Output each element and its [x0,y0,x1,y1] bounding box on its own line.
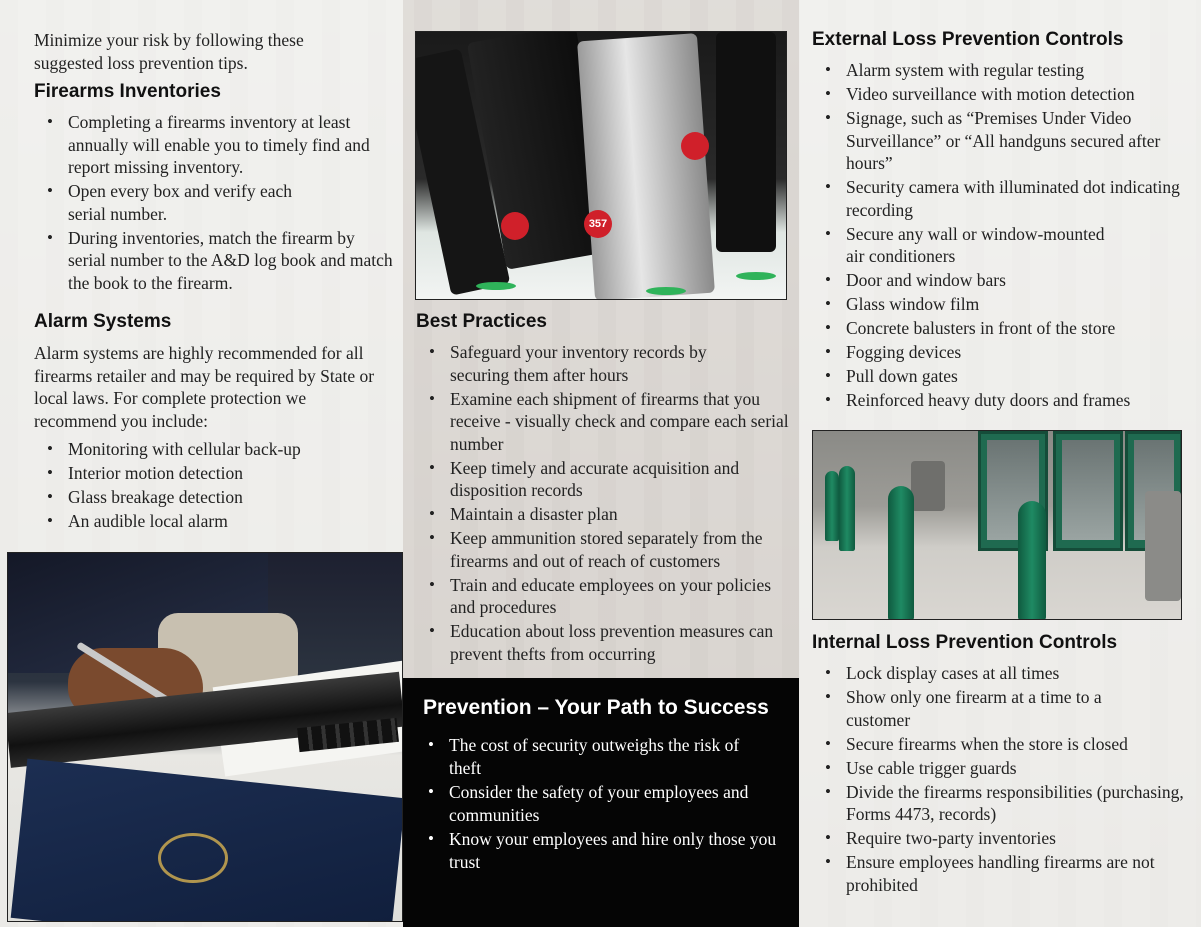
handgun-display-photo [415,31,787,300]
list-item: • Train and educate employees on your policies and procedures [416,574,791,619]
trash-can-shape [1145,491,1181,601]
alarm-systems-body: Alarm systems are highly recommended for all firearms retailer and may be required by State or local laws. For complete protection we recommend you include: [34,343,375,431]
prevention-heading: Prevention – Your Path to Success [423,696,769,719]
external-controls-list [812,59,1187,413]
list-item: • Lock display cases at all times [812,662,1187,685]
intro-text: Minimize your risk by following these suggested loss prevention tips. [34,30,304,73]
list-item: • Use cable trigger guards [812,757,1187,780]
external-controls-heading: External Loss Prevention Controls [812,29,1124,50]
bollard-shape [1018,501,1046,620]
best-practices-list [416,341,791,667]
firearms-inventories-list [34,111,394,296]
internal-controls-list [812,662,1187,898]
rifle-and-logbook-photo [7,552,403,922]
list-item: • Safeguard your inventory records by securing them after hours [416,341,791,386]
firearms-inventories-heading: Firearms Inventories [34,81,221,102]
list-item: • Secure any wall or window-mounted air conditioners [812,223,1187,268]
alarm-systems-list [34,438,394,534]
bollard-shape [839,466,855,551]
list-item: • Ensure employees handling firearms are not prohibited [812,851,1187,896]
list-item: • Maintain a disaster plan [416,503,791,526]
list-item: • Keep timely and accurate acquisition and disposition records [416,457,791,502]
list-item: • Security camera with illuminated dot indicating recording [812,176,1187,221]
list-item: • Glass window film [812,293,1187,316]
silver-pistol-shape [577,33,715,300]
handgun-shape [716,32,776,252]
list-item: • Keep ammunition stored separately from the firearms and out of reach of customers [416,527,791,572]
prevention-box [403,678,799,927]
list-item: • Consider the safety of your employees and communities [415,781,790,826]
list-item: • Monitoring with cellular back-up [34,438,394,461]
bollard-shape [825,471,839,541]
price-tag [501,212,529,240]
list-item: • Education about loss prevention measures can prevent thefts from occurring [416,620,791,665]
list-item: • An audible local alarm [34,510,394,533]
list-item: • Secure firearms when the store is closed [812,733,1187,756]
storefront-bollards-photo [812,430,1182,620]
list-item: • The cost of security outweighs the risk of theft [415,734,790,779]
list-item: • Show only one firearm at a time to a customer [812,686,1187,731]
list-item: • Require two-party inventories [812,827,1187,850]
list-item: • Signage, such as “Premises Under Video Surveillance” or “All handguns secured after hours” [812,107,1187,175]
list-item: • Glass breakage detection [34,486,394,509]
list-item: • Examine each shipment of firearms that you receive - visually check and compare each serial number [416,388,791,456]
list-item: • Fogging devices [812,341,1187,364]
internal-controls-heading: Internal Loss Prevention Controls [812,632,1118,653]
list-item: • Alarm system with regular testing [812,59,1187,82]
list-item: • Pull down gates [812,365,1187,388]
price-tag [681,132,709,160]
list-item: • Divide the firearms responsibilities (purchasing, Forms 4473, records) [812,781,1187,826]
list-item: • During inventories, match the firearm by serial number to the A&D log book and match the book to the firearm. [34,227,394,295]
list-item: • Concrete balusters in front of the store [812,317,1187,340]
display-stand [646,287,686,295]
list-item: • Video surveillance with motion detection [812,83,1187,106]
list-item: • Door and window bars [812,269,1187,292]
display-stand [476,282,516,290]
display-stand [736,272,776,280]
door-shape [1053,431,1123,551]
list-item: • Interior motion detection [34,462,394,485]
list-item: • Know your employees and hire only those you trust [415,828,790,873]
price-tag-357: 357 [584,210,612,238]
prevention-list [415,734,790,875]
alarm-systems-heading: Alarm Systems [34,311,172,332]
list-item: • Open every box and verify each serial number. [34,180,394,225]
best-practices-heading: Best Practices [416,311,547,332]
trash-can-shape [911,461,945,511]
list-item: • Reinforced heavy duty doors and frames [812,389,1187,412]
bollard-shape [888,486,914,620]
seal-emblem [158,833,228,883]
list-item: • Completing a firearms inventory at least annually will enable you to timely find and report missing inventory. [34,111,394,179]
